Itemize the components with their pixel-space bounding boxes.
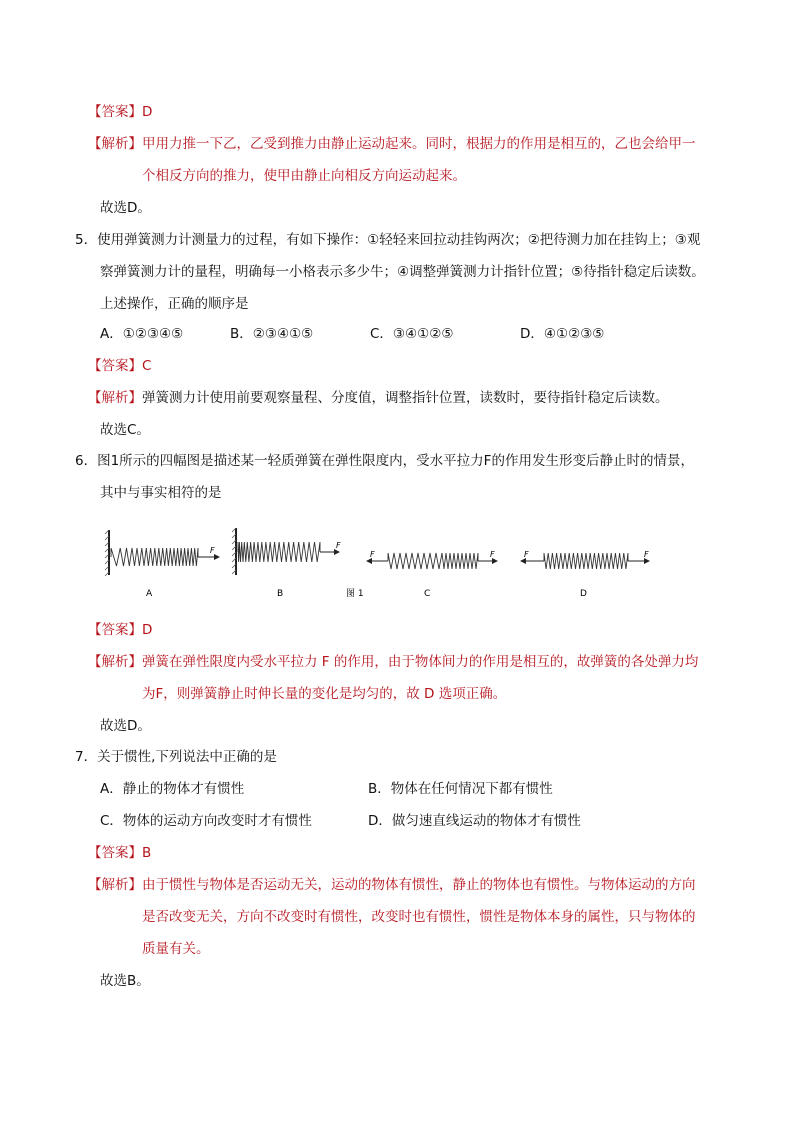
answer-line-q7: 【答案】B — [88, 845, 152, 861]
choose-line-q5: 故选C。 — [100, 422, 150, 438]
choose-line-q7: 故选B。 — [100, 973, 150, 989]
analysis-text: 甲用力推一下乙，乙受到推力由静止运动起来。同时，根据力的作用是相互的，乙也会给甲一 — [142, 136, 696, 152]
figure-label-c: C — [424, 589, 431, 599]
analysis-tag: 【解析】 — [88, 136, 142, 152]
force-label-c-right: F — [490, 550, 495, 559]
option-a: A．①②③④⑤ — [100, 326, 184, 342]
option-d: D．做匀速直线运动的物体才有惯性 — [368, 813, 581, 829]
option-b: B．②③④①⑤ — [230, 326, 314, 342]
figure-label-a: A — [146, 589, 153, 599]
option-c: C．物体的运动方向改变时才有惯性 — [100, 813, 312, 829]
spring-diagram-c — [366, 550, 498, 599]
analysis-text-continued: 个相反方向的推力，使甲由静止向相反方向运动起来。 — [142, 168, 466, 184]
analysis-tag: 【解析】 — [88, 877, 142, 893]
spring-diagram-a — [105, 530, 220, 599]
analysis-line-q5 — [88, 388, 669, 408]
question-5-stem-continued: 察弹簧测力计的量程，明确每一小格表示多少牛；④调整弹簧测力计指针位置；⑤待指针稳定后读数。 — [100, 264, 705, 280]
analysis-line-q4 — [88, 134, 696, 154]
analysis-text-continued-2: 质量有关。 — [142, 941, 210, 957]
option-a: A．静止的物体才有惯性 — [100, 781, 245, 797]
question-7-stem: 7．关于惯性,下列说法中正确的是 — [75, 749, 277, 765]
figure-label-b: B — [277, 589, 284, 599]
question-6-stem: 6．图1所示的四幅图是描述某一轻质弹簧在弹性限度内，受水平拉力F的作用发生形变后静止时的情景， — [75, 453, 694, 469]
answer-line-q6: 【答案】D — [88, 622, 153, 638]
figure-label-d: D — [580, 589, 587, 599]
analysis-line-q6 — [88, 652, 698, 672]
analysis-text: 弹簧测力计使用前要观察量程、分度值，调整指针位置，读数时，要待指针稳定后读数。 — [142, 390, 669, 406]
force-label-b: F — [336, 541, 341, 550]
analysis-text: 弹簧在弹性限度内受水平拉力 F 的作用，由于物体间力的作用是相互的，故弹簧的各处弹力均 — [142, 654, 699, 670]
analysis-text: 由于惯性与物体是否运动无关，运动的物体有惯性，静止的物体也有惯性。与物体运动的方向 — [142, 877, 696, 893]
analysis-text-continued: 是否改变无关，方向不改变时有惯性，改变时也有惯性，惯性是物体本身的属性，只与物体的 — [142, 909, 696, 925]
force-label-a: F — [210, 546, 215, 555]
answer-line-q4: 【答案】D — [88, 104, 153, 120]
analysis-line-q7 — [88, 875, 696, 895]
option-d: D．④①②③⑤ — [520, 326, 605, 342]
force-label-c-left: F — [370, 550, 375, 559]
figure-caption: 图 1 — [346, 589, 364, 599]
force-label-d-left: F — [524, 550, 529, 559]
analysis-text-continued: 为F，则弹簧静止时伸长量的变化是均匀的，故 D 选项正确。 — [142, 686, 507, 702]
analysis-tag: 【解析】 — [88, 654, 142, 670]
question-5-stem: 5．使用弹簧测力计测量力的过程，有如下操作：①轻轻来回拉动挂钩两次；②把待测力加在挂钩上；③观 — [75, 232, 701, 248]
figure-1-springs — [0, 520, 794, 610]
answer-line-q5: 【答案】C — [88, 358, 152, 374]
question-6-stem-continued: 其中与事实相符的是 — [100, 485, 222, 501]
option-c: C．③④①②⑤ — [370, 326, 454, 342]
option-b: B．物体在任何情况下都有惯性 — [368, 781, 553, 797]
force-label-d-right: F — [644, 550, 649, 559]
choose-line-q4: 故选D。 — [100, 200, 151, 216]
choose-line-q6: 故选D。 — [100, 718, 151, 734]
spring-diagram-d — [520, 550, 650, 599]
question-5-stem-end: 上述操作，正确的顺序是 — [100, 296, 249, 312]
spring-diagram-b — [232, 528, 341, 599]
analysis-tag: 【解析】 — [88, 390, 142, 406]
